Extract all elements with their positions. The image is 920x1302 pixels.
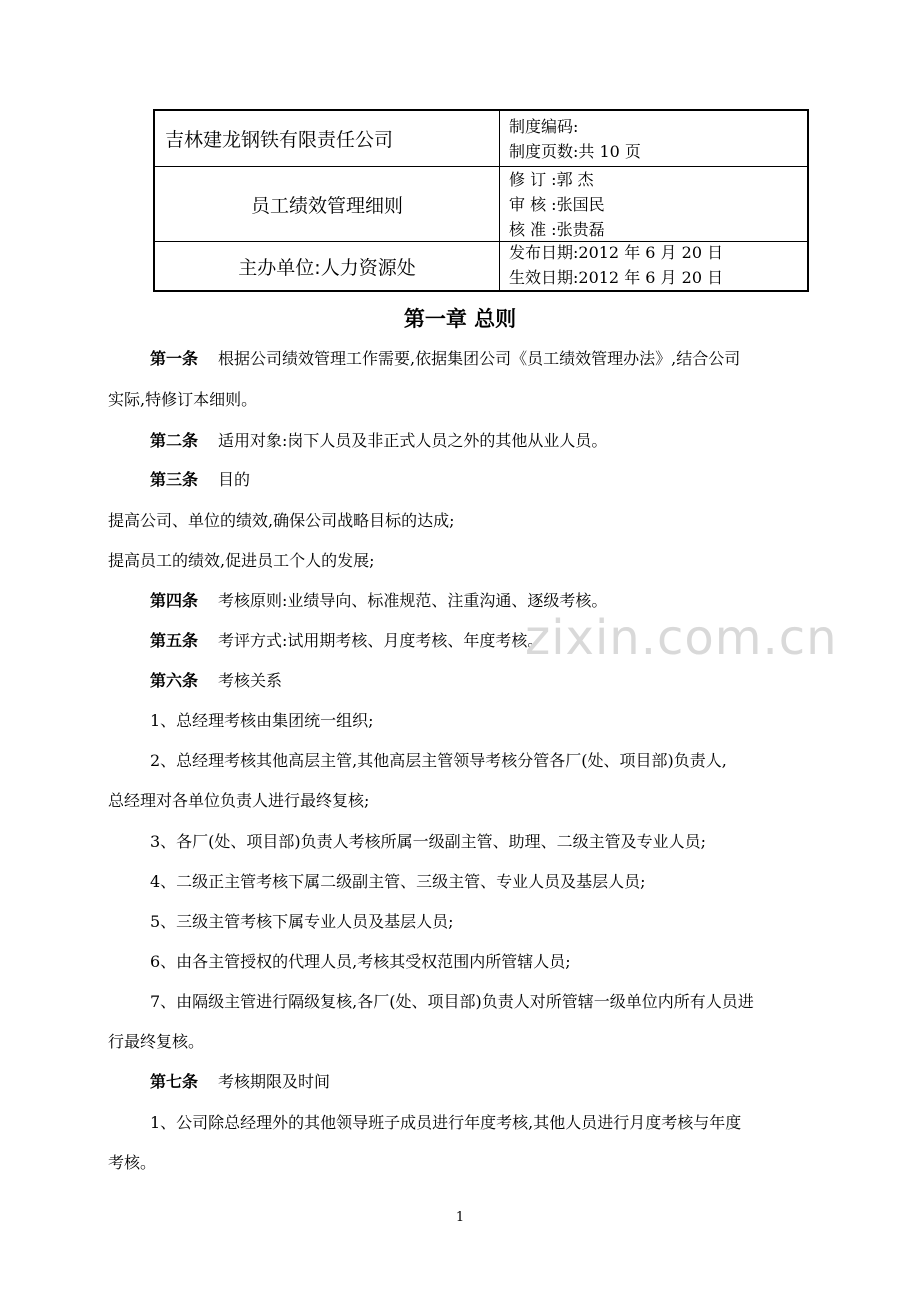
article-7-text: 考核期限及时间 (218, 1072, 331, 1091)
article-1-line-2: 实际,特修订本细则。 (108, 390, 258, 409)
article-1-text: 根据公司绩效管理工作需要,依据集团公司《员工绩效管理办法》,结合公司 (218, 349, 741, 368)
article-5-label: 第五条 (150, 631, 199, 650)
approve-line: 核 准 :张贵磊 (509, 220, 605, 239)
document-title: 员工绩效管理细则 (250, 194, 403, 217)
dates-cell (509, 240, 803, 290)
article-3-text: 目的 (218, 470, 251, 489)
article-4-label: 第四条 (150, 591, 199, 610)
article-6-item-4: 4、二级正主管考核下属二级副主管、三级主管、专业人员及基层人员; (150, 872, 646, 891)
article-6-text: 考核关系 (218, 671, 283, 690)
article-2-label: 第二条 (150, 431, 199, 450)
code-label: 制度编码: (509, 117, 579, 136)
article-6-item-2-line-1: 2、总经理考核其他高层主管,其他高层主管领导考核分管各厂(处、项目部)负责人, (150, 751, 727, 770)
article-6-item-6: 6、由各主管授权的代理人员,考核其受权范围内所管辖人员; (150, 952, 571, 971)
header-table (153, 109, 809, 292)
article-5-text: 考评方式:试用期考核、月度考核、年度考核。 (218, 631, 544, 650)
article-6-item-7-line-1: 7、由隔级主管进行隔级复核,各厂(处、项目部)负责人对所管辖一级单位内所有人员进 (150, 992, 754, 1011)
watermark: zixin.com.cn (525, 610, 838, 666)
article-2-text: 适用对象:岗下人员及非正式人员之外的其他从业人员。 (218, 431, 608, 450)
article-2 (150, 421, 892, 461)
article-3 (150, 460, 892, 500)
article-7 (150, 1062, 892, 1102)
article-3-label: 第三条 (150, 470, 199, 489)
article-1-label: 第一条 (150, 349, 199, 368)
review-line: 审 核 :张国民 (509, 195, 605, 214)
article-6 (150, 661, 892, 701)
article-3-item-2: 提高员工的绩效,促进员工个人的发展; (108, 551, 375, 570)
article-6-item-3: 3、各厂(处、项目部)负责人考核所属一级副主管、助理、二级主管及专业人员; (150, 832, 707, 851)
article-7-item-1-line-2: 考核。 (108, 1153, 157, 1172)
approval-cell (509, 167, 803, 241)
article-7-item-1-line-1: 1、公司除总经理外的其他领导班子成员进行年度考核,其他人员进行月度考核与年度 (150, 1113, 742, 1132)
header-row-company (155, 111, 807, 167)
article-6-item-1: 1、总经理考核由集团统一组织; (150, 711, 374, 730)
article-6-item-5: 5、三级主管考核下属专业人员及基层人员; (150, 912, 454, 931)
host-unit: 主办单位:人力资源处 (238, 256, 416, 279)
article-6-item-7-line-2: 行最终复核。 (108, 1032, 205, 1051)
article-1-line-1 (150, 339, 892, 379)
article-3-item-1: 提高公司、单位的绩效,确保公司战略目标的达成; (108, 511, 455, 530)
publish-date: 发布日期:2012 年 6 月 20 日 (509, 243, 724, 262)
header-row-title (155, 167, 807, 242)
article-7-label: 第七条 (150, 1072, 199, 1091)
effective-date: 生效日期:2012 年 6 月 20 日 (509, 268, 724, 287)
code-pages-cell (509, 111, 803, 166)
article-6-item-2-line-2: 总经理对各单位负责人进行最终复核; (108, 791, 370, 810)
header-row-unit (155, 242, 807, 290)
page-number: 1 (455, 1210, 465, 1225)
revise-line: 修 订 :郭 杰 (509, 170, 594, 189)
article-4-text: 考核原则:业绩导向、标准规范、注重沟通、逐级考核。 (218, 591, 608, 610)
chapter-title: 第一章 总则 (403, 307, 517, 331)
company-name: 吉林建龙钢铁有限责任公司 (165, 129, 394, 151)
article-6-label: 第六条 (150, 671, 199, 690)
pages-label: 制度页数:共 10 页 (509, 142, 641, 161)
